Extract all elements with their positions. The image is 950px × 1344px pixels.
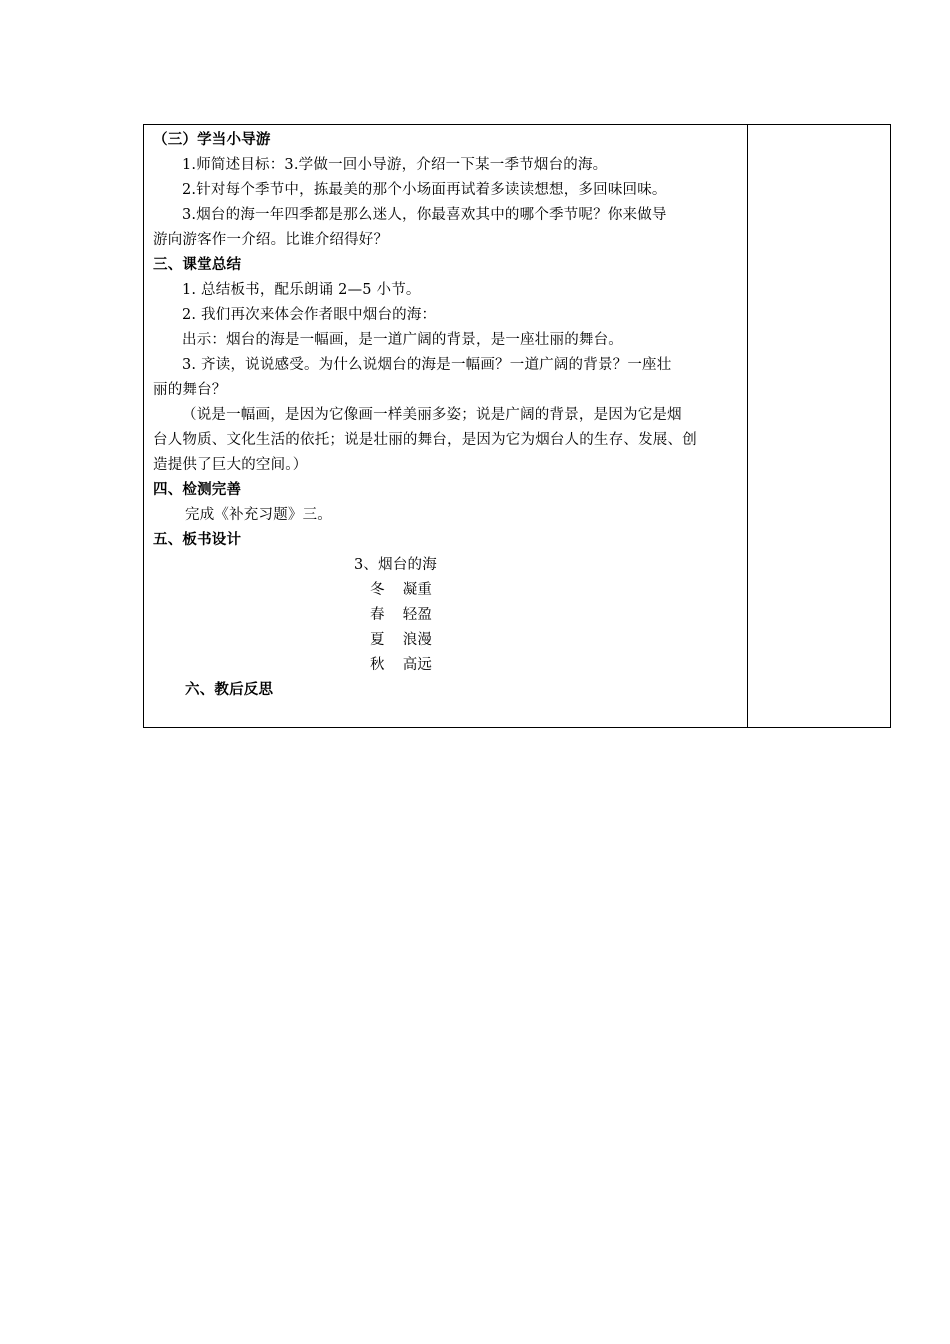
summary-item-1: 1. 总结板书，配乐朗诵 2—5 小节。 bbox=[182, 282, 421, 298]
summary-explain-1: （说是一幅画，是因为它像画一样美丽多姿；说是广阔的背景，是因为它是烟 bbox=[182, 407, 682, 423]
board-row-winter bbox=[153, 578, 739, 603]
lesson-table bbox=[143, 124, 891, 728]
summary-item-2: 2. 我们再次来体会作者眼中烟台的海： bbox=[182, 307, 437, 323]
summary-heading: 三、课堂总结 bbox=[153, 257, 242, 273]
board-season: 秋 bbox=[370, 657, 385, 673]
notes-cell bbox=[748, 125, 890, 727]
board-word: 轻盈 bbox=[402, 607, 433, 623]
section-three-item-2: 2.针对每个季节中，拣最美的那个小场面再试着多读读想想，多回味回味。 bbox=[182, 182, 667, 198]
summary-show: 出示：烟台的海是一幅画，是一道广阔的背景，是一座壮丽的舞台。 bbox=[182, 332, 623, 348]
board-title: 3、烟台的海 bbox=[354, 557, 437, 573]
board-word: 凝重 bbox=[402, 582, 433, 598]
reflection-heading: 六、教后反思 bbox=[185, 682, 274, 698]
summary-explain-2: 台人物质、文化生活的依托；说是壮丽的舞台，是因为它为烟台人的生存、发展、创 bbox=[153, 432, 697, 448]
section-three-item-1: 1.师简述目标：3.学做一回小导游，介绍一下某一季节烟台的海。 bbox=[182, 157, 608, 173]
summary-explain-3: 造提供了巨大的空间。） bbox=[153, 457, 308, 473]
lesson-content-cell bbox=[144, 125, 747, 727]
board-season: 春 bbox=[370, 607, 385, 623]
summary-item-3: 3. 齐读，说说感受。为什么说烟台的海是一幅画？一道广阔的背景？一座壮 bbox=[182, 357, 672, 373]
section-three-item-3-cont: 游向游客作一介绍。比谁介绍得好？ bbox=[153, 232, 389, 248]
board-season: 冬 bbox=[370, 582, 385, 598]
board-row-summer bbox=[153, 628, 739, 653]
check-text: 完成《补充习题》三。 bbox=[185, 507, 332, 523]
section-three-item-3: 3.烟台的海一年四季都是那么迷人，你最喜欢其中的哪个季节呢？你来做导 bbox=[182, 207, 667, 223]
board-row-spring bbox=[153, 603, 739, 628]
board-row-autumn bbox=[153, 653, 739, 678]
board-heading: 五、板书设计 bbox=[153, 532, 242, 548]
board-season: 夏 bbox=[370, 632, 385, 648]
section-three-heading: （三）学当小导游 bbox=[153, 132, 271, 148]
summary-item-3-cont: 丽的舞台？ bbox=[153, 382, 227, 398]
check-heading: 四、检测完善 bbox=[153, 482, 242, 498]
board-word: 浪漫 bbox=[402, 632, 433, 648]
board-word: 高远 bbox=[402, 657, 433, 673]
